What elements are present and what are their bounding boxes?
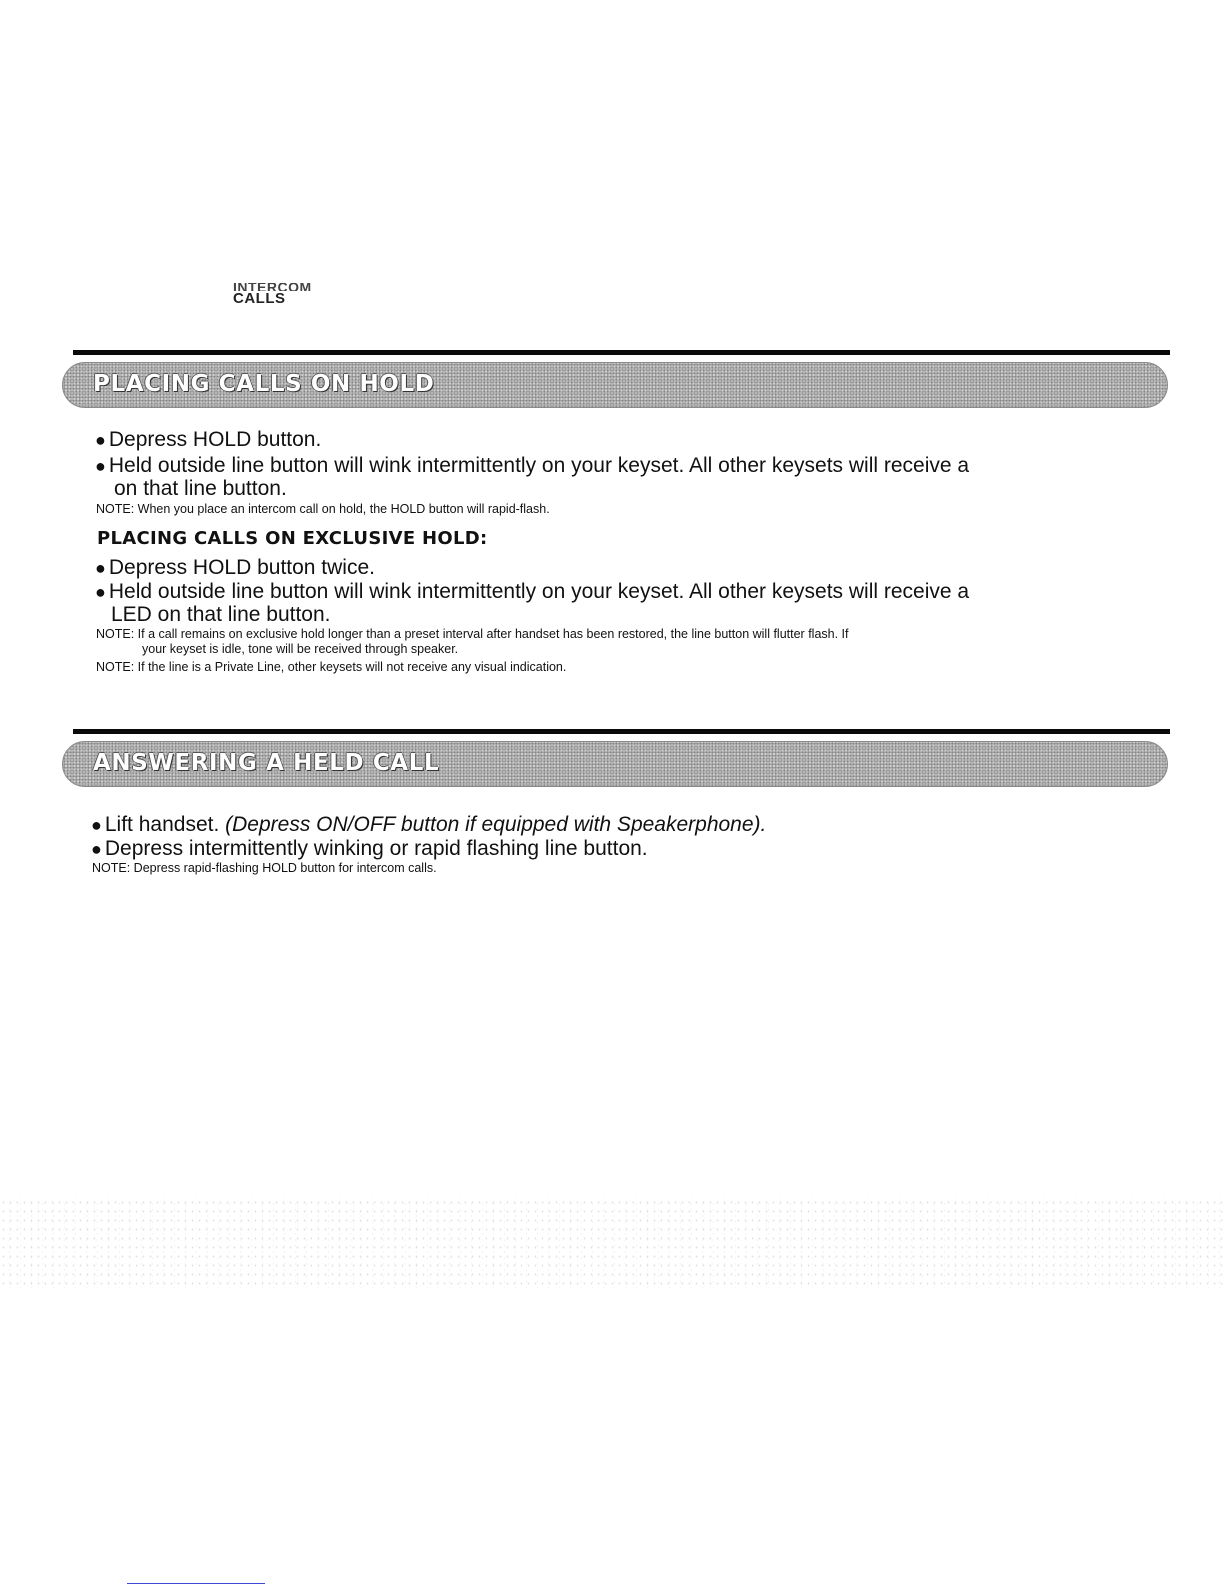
section-banner-answering-held-call [62,741,1168,787]
bullet-icon: ● [95,558,106,578]
list-item-text: Held outside line button will wink intermittently on your keyset. All other keysets will receive a [108,454,970,477]
list-item-text: Held outside line button will wink intermittently on your keyset. All other keysets will receive a [108,580,970,603]
header-calls-label: CALLS [233,290,286,307]
note-text: NOTE: Depress rapid-flashing HOLD button for intercom calls. [92,861,437,875]
banner-title: ANSWERING A HELD CALL [93,750,440,776]
list-item-continuation: LED on that line button. [111,603,331,626]
section-rule-1 [73,350,1170,355]
list-item-italic-text: (Depress ON/OFF button if equipped with Speakerphone). [225,813,767,836]
section-rule-2 [73,729,1170,734]
footer-underline [127,1583,265,1584]
banner-title: PLACING CALLS ON HOLD [93,371,435,397]
note-text-continuation: your keyset is idle, tone will be received through speaker. [142,642,459,656]
list-item-text: Lift handset. [104,813,220,836]
note-text: NOTE: When you place an intercom call on hold, the HOLD button will rapid-flash. [96,502,550,516]
list-item [95,556,375,580]
section-banner-placing-calls-on-hold [62,362,1168,408]
list-item-text: Depress HOLD button twice. [108,556,375,579]
note-text: NOTE: If a call remains on exclusive hold longer than a preset interval after handset has been restored, the line button will flutter flash. If [96,627,849,641]
section-header-fragment [233,283,312,307]
list-item-text: Depress HOLD button. [108,428,322,451]
bullet-icon: ● [95,430,106,450]
list-item [95,454,969,478]
bullet-icon: ● [95,582,106,602]
list-item [95,428,321,452]
list-item [91,837,648,861]
bullet-icon: ● [95,456,106,476]
subheading-exclusive-hold: PLACING CALLS ON EXCLUSIVE HOLD: [97,528,488,549]
note-text: NOTE: If the line is a Private Line, other keysets will not receive any visual indication. [96,660,567,674]
scan-noise-band [0,1198,1225,1288]
bullet-icon: ● [91,839,102,859]
list-item [91,813,766,837]
bullet-icon: ● [91,815,102,835]
header-cut-text: INTERCOM [233,283,312,291]
list-item [95,580,969,604]
list-item-text: Depress intermittently winking or rapid flashing line button. [104,837,648,860]
list-item-continuation: on that line button. [114,477,287,500]
